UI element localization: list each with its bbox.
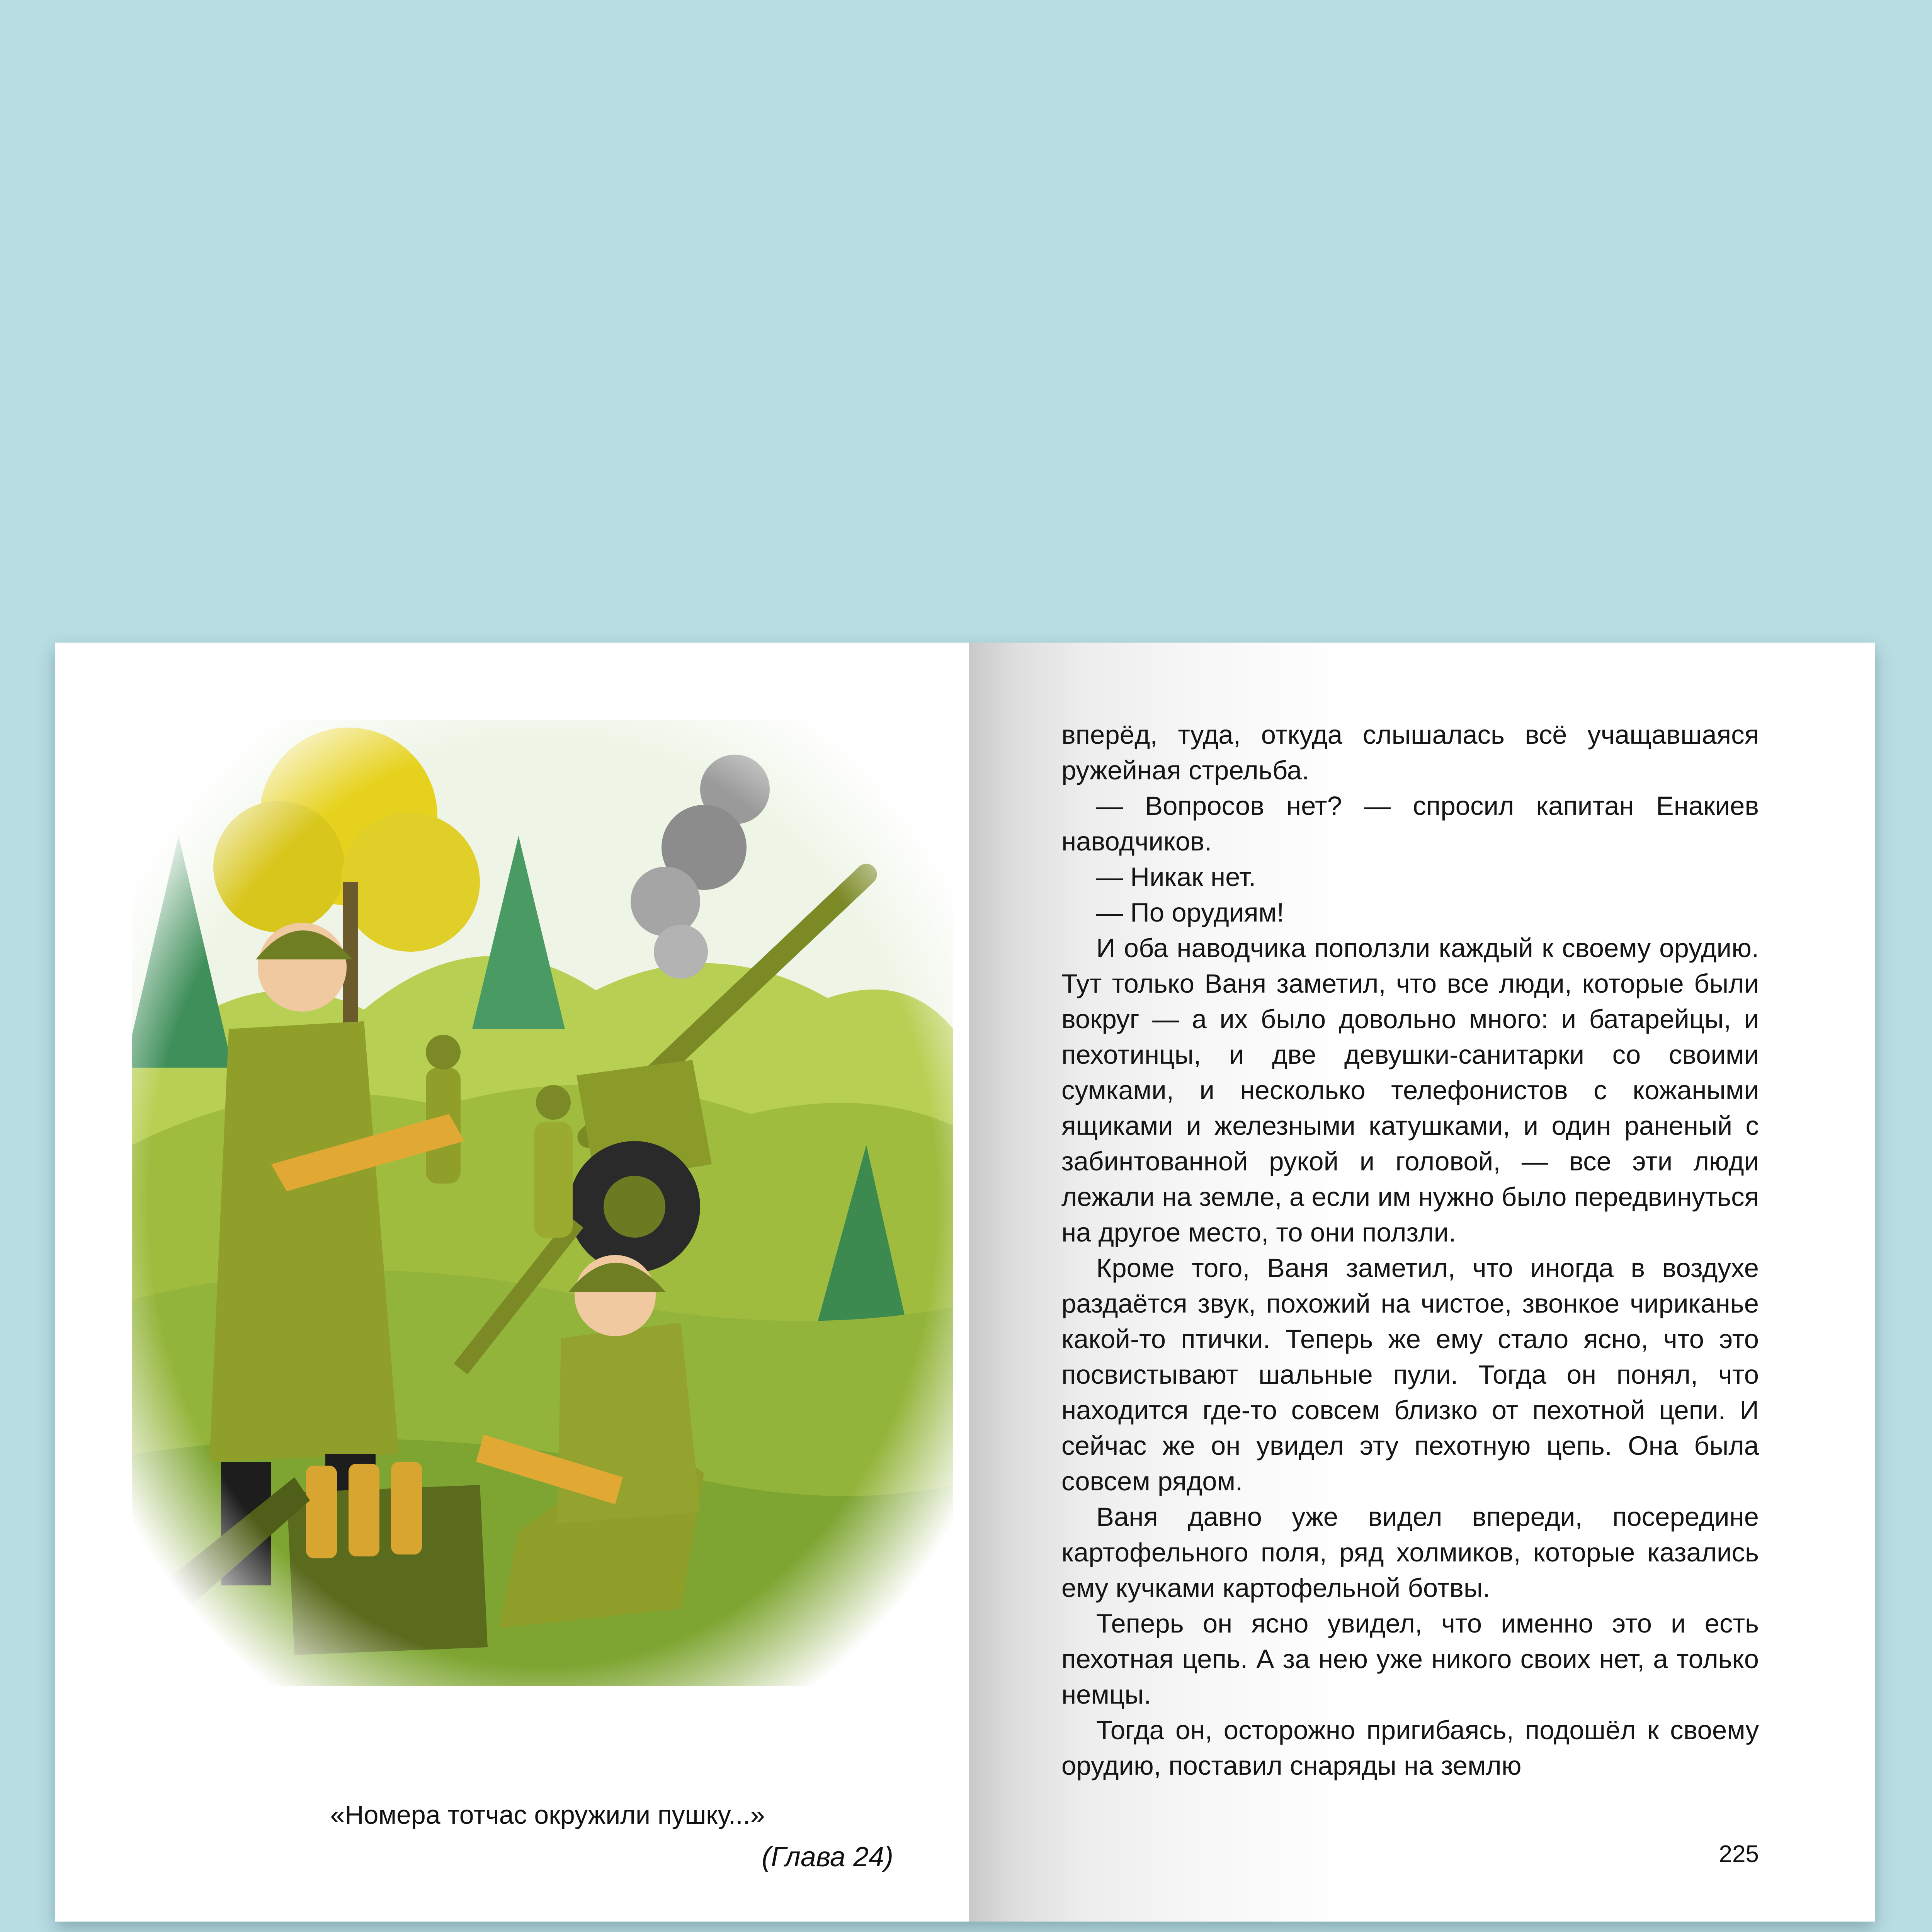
paragraph: Кроме того, Ваня заметил, что иногда в воздухе раздаётся звук, похожий на чистое, звонкое чириканье какой-то птички. Теперь же ему стало ясно, что это посвистывают шальные пули. Тогда он понял, что находится где-то совсем близко от пехотной цепи. И сейчас же он увидел эту пехотную цепь. Она была совсем рядом. xyxy=(1061,1253,1759,1496)
page-text xyxy=(1061,717,1759,1784)
left-page xyxy=(55,643,969,1922)
paragraph: — По орудиям! xyxy=(1096,898,1284,927)
book-spread xyxy=(55,643,1875,1922)
paragraph: — Никак нет. xyxy=(1096,862,1256,892)
paragraph: И оба наводчика поползли каждый к своему орудию. Тут только Ваня заметил, что все люди, которые были вокруг — а их было довольно много: и батарейцы, и пехотинцы, и две девушки-санитарки со своими сумками, и несколько телефонистов с кожаными ящиками и железными катушками, и один раненый с забинтованной рукой и головой, — все эти люди лежали на земле, а если им нужно было передвинуться на другое место, то они ползли. xyxy=(1061,933,1759,1247)
right-page xyxy=(969,643,1875,1922)
illustration-soldiers-artillery xyxy=(132,720,953,1686)
illustration-caption: «Номера тотчас окружили пушку...» xyxy=(330,1800,765,1830)
paragraph: Ваня давно уже видел впереди, посередине картофельного поля, ряд холмиков, которые казались ему кучками картофельной ботвы. xyxy=(1061,1502,1759,1603)
paragraph: вперёд, туда, откуда слышалась всё учащавшаяся ружейная стрельба. xyxy=(1061,720,1759,785)
page-number: 225 xyxy=(1719,1841,1759,1867)
paragraph: Тогда он, осторожно пригибаясь, подошёл к своему орудию, поставил снаряды на землю xyxy=(1061,1715,1759,1781)
paragraph: Теперь он ясно увидел, что именно это и есть пехотная цепь. А за нею уже никого своих нет, а только немцы. xyxy=(1061,1609,1759,1709)
chapter-reference: (Глава 24) xyxy=(762,1842,893,1872)
paragraph: — Вопросов нет? — спросил капитан Енакиев наводчиков. xyxy=(1061,791,1759,856)
